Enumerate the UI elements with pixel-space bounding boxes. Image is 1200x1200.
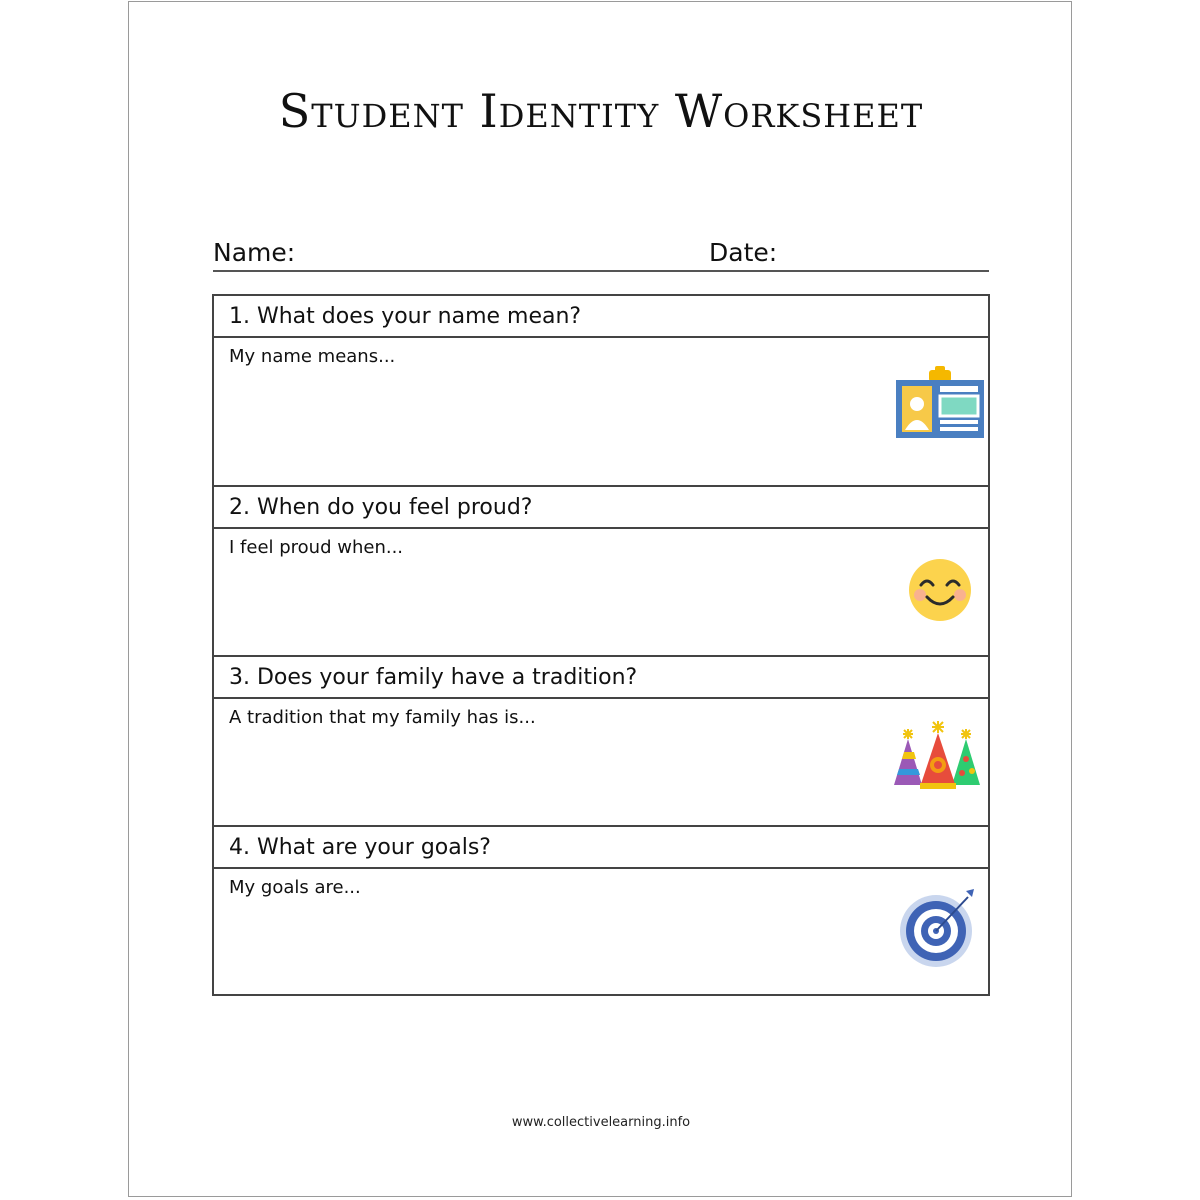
question-4-heading: 4. What are your goals? (214, 827, 988, 869)
id-badge-icon (896, 366, 984, 442)
name-label: Name: (213, 238, 296, 267)
question-4-answer-area (214, 869, 988, 994)
date-label: Date: (709, 238, 778, 267)
page-title: Student Identity Worksheet (278, 84, 924, 138)
question-1-heading: 1. What does your name mean? (214, 296, 988, 338)
footer-url: www.collectivelearning.info (511, 1115, 691, 1130)
question-2-prompt: I feel proud when... (229, 537, 404, 558)
name-date-line (213, 236, 989, 272)
question-3-heading: 3. Does your family have a tradition? (214, 657, 988, 699)
party-hats-icon (892, 721, 984, 791)
worksheet-page (128, 1, 1072, 1197)
question-section-1 (214, 296, 988, 485)
question-3-prompt: A tradition that my family has is... (229, 707, 536, 728)
question-3-answer-area (214, 699, 988, 825)
question-section-3 (214, 655, 988, 825)
target-icon (900, 887, 976, 969)
question-1-answer-area (214, 338, 988, 485)
question-section-2 (214, 485, 988, 655)
smiley-face-icon (907, 557, 973, 623)
question-table (212, 294, 990, 996)
question-2-heading: 2. When do you feel proud? (214, 487, 988, 529)
question-section-4 (214, 825, 988, 994)
question-2-answer-area (214, 529, 988, 655)
question-1-prompt: My name means... (229, 346, 396, 367)
question-4-prompt: My goals are... (229, 877, 361, 898)
